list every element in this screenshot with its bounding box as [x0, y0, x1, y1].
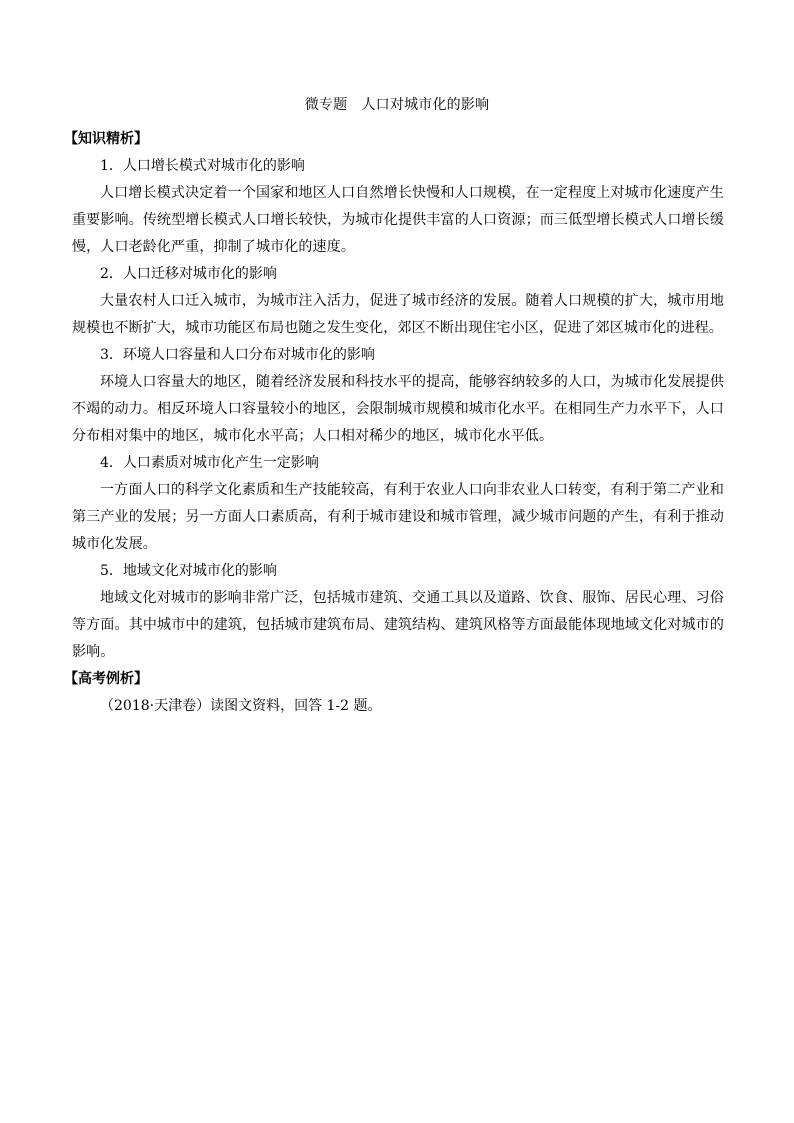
- section-heading-5: 5．地域文化对城市化的影响: [100, 563, 277, 579]
- section-paragraph-2: 大量农村人口迁入城市，为城市注入活力，促进了城市经济的发展。随着人口规模的扩大，城市用地规模也不断扩大，城市功能区布局也随之发生变化，郊区不断出现住宅小区，促进了郊区城市化的进程。: [72, 293, 724, 336]
- section-heading-3: 3．环境人口容量和人口分布对城市化的影响: [100, 347, 375, 363]
- document-body: [64, 126, 724, 720]
- section-heading-2: 2．人口迁移对城市化的影响: [100, 266, 277, 282]
- exam-intro: （2018·天津卷）读图文资料，回答 1-2 题。: [100, 698, 382, 714]
- section-heading-4: 4．人口素质对城市化产生一定影响: [100, 455, 319, 471]
- section-paragraph-3: 环境人口容量大的地区，随着经济发展和科技水平的提高，能够容纳较多的人口，为城市化发展提供不竭的动力。相反环境人口容量较小的地区，会限制城市规模和城市化水平。在相同生产力水平下，人口分布相对集中的地区，城市化水平高；人口相对稀少的地区，城市化水平低。: [72, 374, 724, 444]
- section-paragraph-5: 地域文化对城市的影响非常广泛，包括城市建筑、交通工具以及道路、饮食、服饰、居民心理、习俗等方面。其中城市中的建筑，包括城市建筑布局、建筑结构、建筑风格等方面最能体现地域文化对城市的影响。: [72, 590, 724, 660]
- knowledge-section-label: 【知识精析】: [64, 131, 148, 147]
- section-paragraph-4: 一方面人口的科学文化素质和生产技能较高，有利于农业人口向非农业人口转变，有利于第二产业和第三产业的发展；另一方面人口素质高，有利于城市建设和城市管理，减少城市问题的产生，有利于推动城市化发展。: [72, 482, 724, 552]
- section-heading-1: 1．人口增长模式对城市化的影响: [100, 158, 305, 174]
- exam-section-label: 【高考例析】: [64, 671, 148, 687]
- page-title: 微专题 人口对城市化的影响: [304, 97, 490, 113]
- section-paragraph-1: 人口增长模式决定着一个国家和地区人口自然增长快慢和人口规模，在一定程度上对城市化速度产生重要影响。传统型增长模式人口增长较快，为城市化提供丰富的人口资源；而三低型增长模式人口增长缓慢，人口老龄化严重，抑制了城市化的速度。: [72, 185, 724, 255]
